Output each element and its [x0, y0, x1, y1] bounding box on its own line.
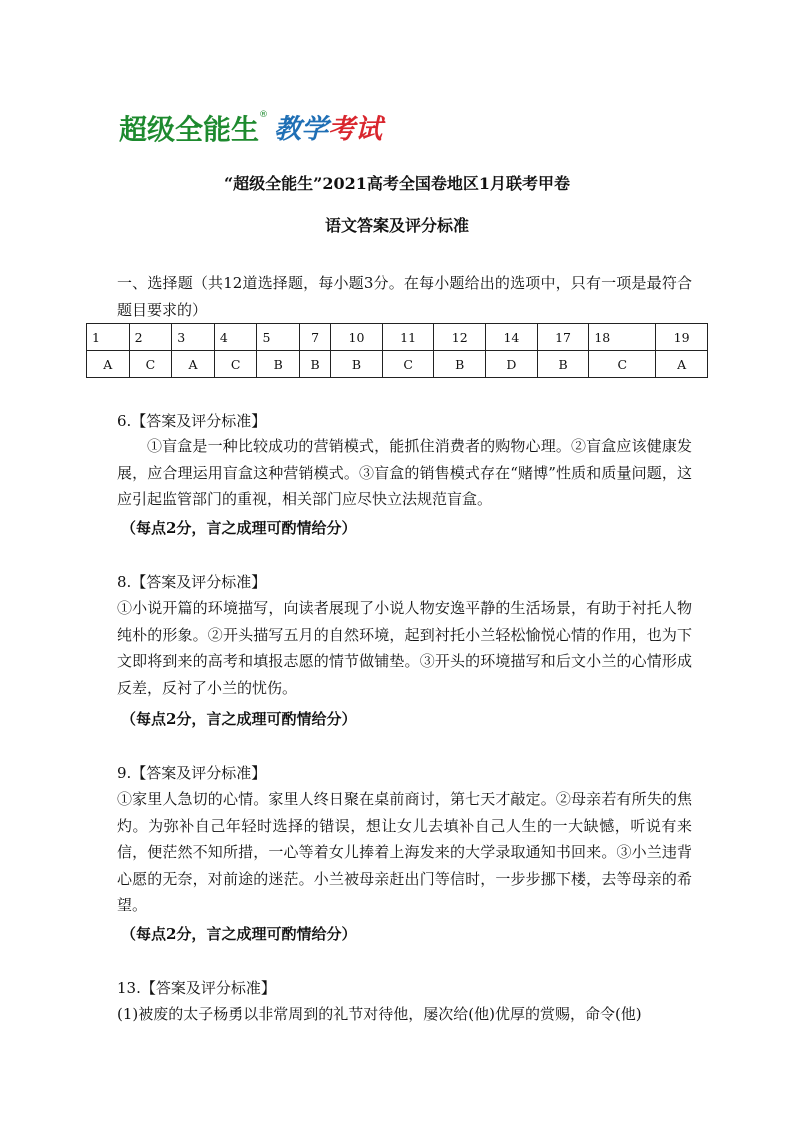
- q9-scoring-note: （每点2分，言之成理可酌情给分）: [121, 925, 357, 943]
- logo-suffix-b: 考试: [328, 114, 383, 145]
- answer-cell: B: [257, 351, 300, 378]
- question-number-cell: 12: [434, 324, 486, 351]
- section1-intro: 一、选择题（共12道选择题，每小题3分。在每小题给出的选项中，只有一项是最符合题目要求的）: [117, 274, 692, 319]
- answer-cell: B: [300, 351, 331, 378]
- question-number-cell: 5: [257, 324, 300, 351]
- answer-cell: C: [214, 351, 257, 378]
- logo-suffix: [274, 112, 382, 148]
- logo-registered-mark: ®: [259, 110, 269, 120]
- answer-table: [86, 323, 708, 378]
- question-number-cell: 14: [486, 324, 538, 351]
- q13-answer: (1)被废的太子杨勇以非常周到的礼节对待他，屡次给(他)优厚的赏赐，命令(他): [117, 1005, 642, 1023]
- question-number-cell: 4: [214, 324, 257, 351]
- q6-answer: ①盲盒是一种比较成功的营销模式，能抓住消费者的购物心理。②盲盒应该健康发展，应合理运用盲盒这种营销模式。③盲盒的销售模式存在“赌博”性质和质量问题，这应引起监管部门的重视，相关部门应尽快立法规范盲盒。: [117, 437, 692, 508]
- answer-cell: A: [172, 351, 215, 378]
- q13-heading: 13.【答案及评分标准】: [117, 979, 276, 997]
- answer-cell: B: [537, 351, 589, 378]
- answer-cell: D: [486, 351, 538, 378]
- question-number-cell: 17: [537, 324, 589, 351]
- answer-table-answer-row: [87, 351, 708, 378]
- question-number-cell: 11: [382, 324, 434, 351]
- q6-scoring-note: （每点2分，言之成理可酌情给分）: [121, 519, 357, 537]
- q9-heading: 9.【答案及评分标准】: [117, 764, 267, 782]
- answer-table-number-row: [87, 324, 708, 351]
- q6-heading: 6.【答案及评分标准】: [117, 412, 267, 430]
- logo-brand-text: 超级全能生: [119, 113, 260, 146]
- answer-cell: C: [382, 351, 434, 378]
- question-number-cell: 18: [589, 324, 656, 351]
- answer-cell: A: [656, 351, 708, 378]
- question-number-cell: 19: [656, 324, 708, 351]
- document-title: “超级全能生”2021高考全国卷地区1月联考甲卷: [223, 174, 571, 193]
- answer-cell: A: [87, 351, 130, 378]
- answer-cell: C: [589, 351, 656, 378]
- q9-answer: ①家里人急切的心情。家里人终日聚在桌前商讨，第七天才敲定。②母亲若有所失的焦灼。为弥补自己年轻时选择的错误，想让女儿去填补自己人生的一大缺憾，听说有来信，便茫然不知所措，一心等着女儿捧着上海发来的大学录取通知书回来。③小兰违背心愿的无奈，对前途的迷茫。小兰被母亲赶出门等信时，一步步挪下楼，去等母亲的希望。: [117, 790, 692, 914]
- question-number-cell: 1: [87, 324, 130, 351]
- question-number-cell: 7: [300, 324, 331, 351]
- answer-cell: B: [331, 351, 383, 378]
- question-number-cell: 2: [129, 324, 172, 351]
- question-number-cell: 10: [331, 324, 383, 351]
- brand-logo: [119, 108, 382, 148]
- q8-heading: 8.【答案及评分标准】: [117, 573, 267, 591]
- q8-scoring-note: （每点2分，言之成理可酌情给分）: [121, 710, 357, 728]
- q8-answer: ①小说开篇的环境描写，向读者展现了小说人物安逸平静的生活场景，有助于衬托人物纯朴的形象。②开头描写五月的自然环境，起到衬托小兰轻松愉悦心情的作用，也为下文即将到来的高考和填报志愿的情节做铺垫。③开头的环境描写和后文小兰的心情形成反差，反衬了小兰的忧伤。: [117, 599, 692, 697]
- question-number-cell: 3: [172, 324, 215, 351]
- answer-cell: C: [129, 351, 172, 378]
- logo-suffix-a: 教学: [274, 114, 329, 145]
- document-subtitle: 语文答案及评分标准: [324, 216, 469, 235]
- answer-cell: B: [434, 351, 486, 378]
